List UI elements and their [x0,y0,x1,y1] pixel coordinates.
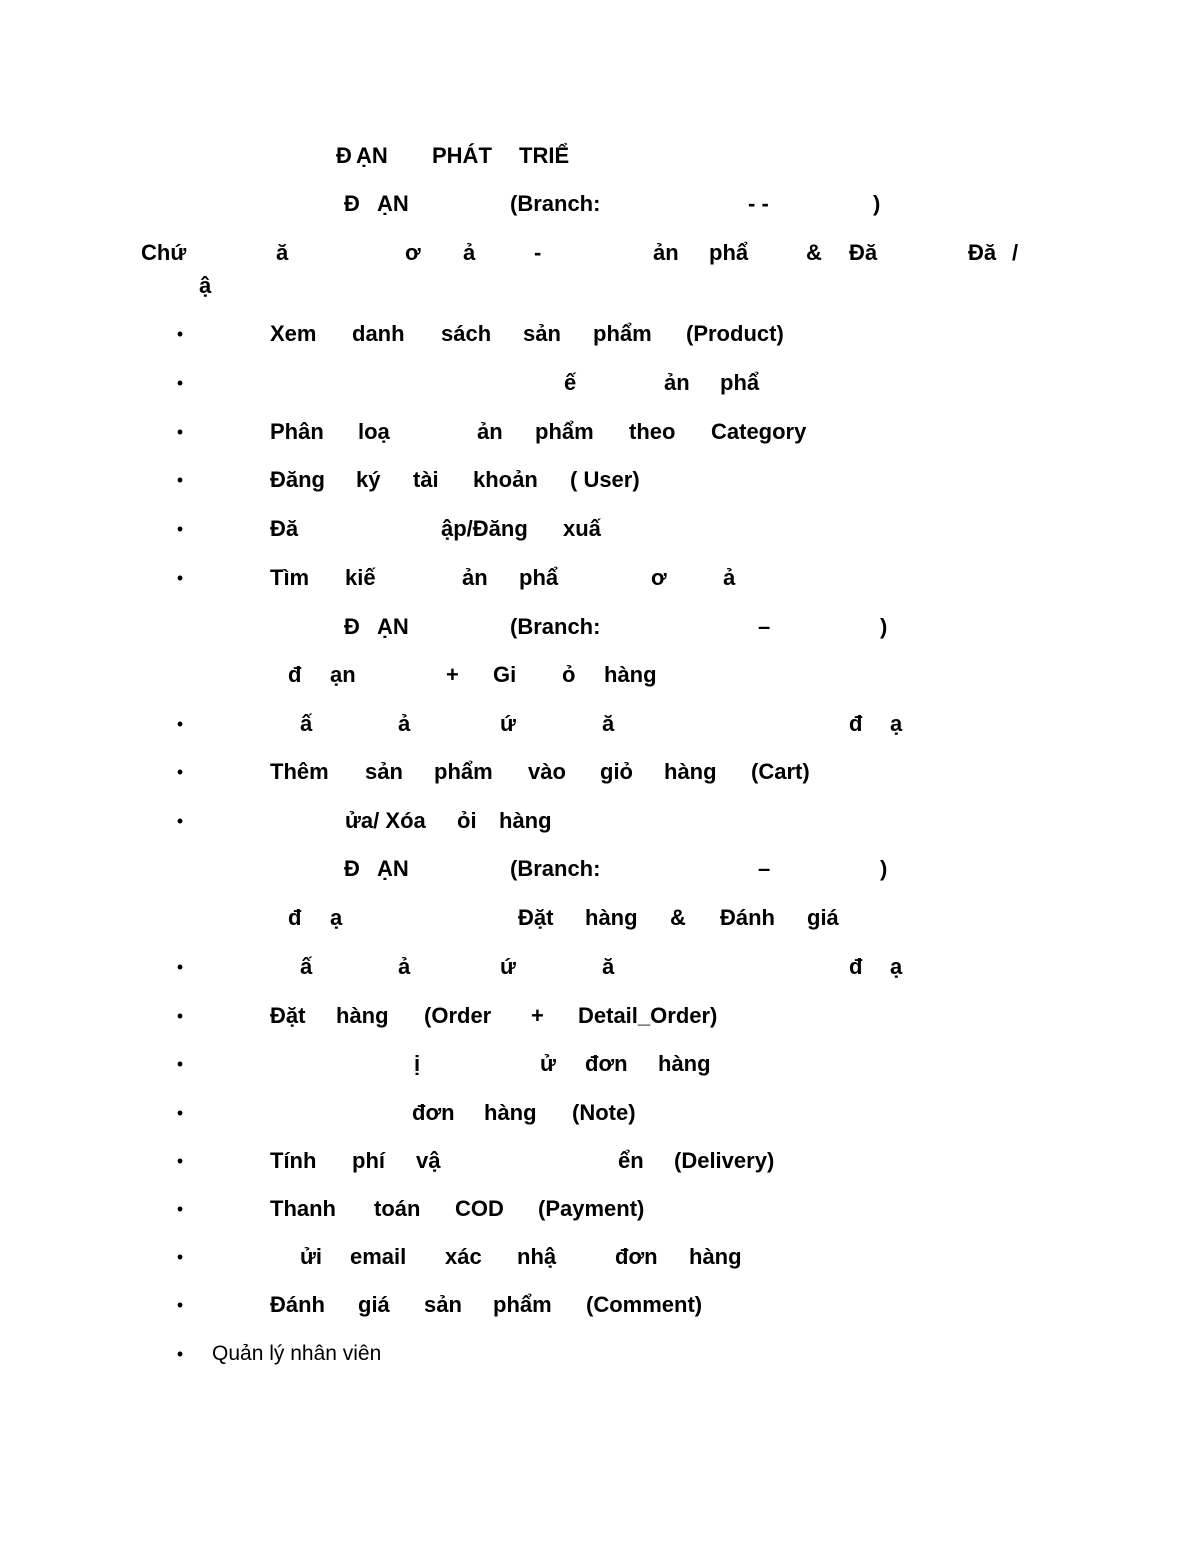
text-fragment: - - [748,191,769,216]
bullet-icon: • [176,1247,184,1267]
text-fragment: vậ [416,1148,441,1173]
list-item [0,511,1200,547]
text-fragment: phẩm [593,321,652,346]
text-fragment: Tính [270,1148,317,1173]
text-fragment: đ [288,662,302,687]
text-fragment: ă [276,240,289,265]
bullet-icon: • [176,762,184,782]
text-fragment: ẠN [377,191,409,216]
text-fragment: đ [288,905,302,930]
text-fragment: khoản [473,467,538,492]
text-fragment: ử [540,1051,556,1076]
text-fragment: hàng [689,1244,742,1269]
text-fragment: ửa/ Xóa [345,808,426,833]
text-fragment: ( User) [570,467,640,492]
text-fragment: – [758,856,771,881]
text-fragment: ẠN [377,856,409,881]
text-fragment: ả [463,240,476,265]
text-fragment: + [531,1003,544,1028]
text-fragment: hàng [336,1003,389,1028]
text-fragment: phẩm [535,419,594,444]
text-fragment: Phân [270,419,324,444]
bullet-icon: • [176,957,184,977]
text-fragment: phẩ [709,240,749,265]
list-item [0,1143,1200,1179]
text-fragment: ơ [651,565,667,590]
text-fragment: ạ [890,954,903,979]
paragraph-line [0,235,1200,271]
paragraph-line [0,268,1200,304]
list-item [0,365,1200,401]
text-fragment: ấ [300,954,313,979]
text-fragment: hàng [484,1100,537,1125]
bullet-icon: • [176,519,184,539]
list-item [0,1095,1200,1131]
text-fragment: ă [602,711,615,736]
text-fragment: Đ [344,614,360,639]
text-fragment: ạ [330,905,343,930]
bullet-icon: • [176,1295,184,1315]
text-fragment: ển [618,1148,644,1173]
text-fragment: ản [477,419,503,444]
text-fragment: Thêm [270,759,329,784]
list-item [0,998,1200,1034]
text-fragment: ạn [330,662,356,687]
text-fragment: ập/Đăng [441,516,528,541]
text-fragment: loạ [358,419,390,444]
text-fragment: Đặt [518,905,554,930]
text-fragment: PHÁT [432,143,492,168]
bullet-icon: • [176,1199,184,1219]
list-item [0,949,1200,985]
text-fragment: danh [352,321,405,346]
text-fragment: ế [564,370,577,395]
text-fragment: (Delivery) [674,1148,775,1173]
text-fragment: (Payment) [538,1196,645,1221]
text-fragment: ă [602,954,615,979]
text-fragment: hàng [585,905,638,930]
text-fragment: – [758,614,771,639]
text-fragment: theo [629,419,676,444]
text-fragment: phí [352,1148,385,1173]
bullet-icon: • [176,714,184,734]
text-fragment: ản [653,240,679,265]
text-fragment: kiế [345,565,376,590]
text-fragment: ửi [300,1244,323,1269]
list-item [0,803,1200,839]
bullet-icon: • [176,373,184,393]
text-fragment: đ [849,954,863,979]
text-fragment: Gi [493,662,517,687]
text-fragment: phẩ [519,565,559,590]
text-fragment: phẩm [434,759,493,784]
text-fragment: ơ [405,240,421,265]
text-fragment: nhậ [517,1244,557,1269]
list-item [0,1336,1200,1372]
text-fragment: hàng [499,808,552,833]
text-fragment: ấ [300,711,313,736]
text-fragment: Đ [344,856,360,881]
text-fragment: giỏ [600,759,633,784]
text-fragment: Đặt [270,1003,306,1028]
text-fragment: đơn [412,1100,455,1125]
section-heading [0,657,1200,693]
text-fragment: (Branch: [510,191,601,216]
section-heading [0,609,1200,645]
text-fragment: ) [880,856,888,881]
section-heading [0,900,1200,936]
bullet-icon: • [176,1103,184,1123]
text-fragment: ký [356,467,381,492]
text-fragment: giá [807,905,839,930]
text-fragment: vào [528,759,566,784]
text-fragment: (Branch: [510,856,601,881]
text-fragment: sách [441,321,492,346]
list-item [0,462,1200,498]
text-fragment: đơn [615,1244,658,1269]
text-fragment: Detail_Order) [578,1003,718,1028]
text-fragment: ỏ [562,662,576,687]
text-fragment: ẠN [377,614,409,639]
section-heading [0,186,1200,222]
bullet-icon: • [176,568,184,588]
text-fragment: Đ [336,143,352,168]
bullet-icon: • [176,1054,184,1074]
text-fragment: COD [455,1196,504,1221]
text-fragment: / [1012,240,1019,265]
text-fragment: sản [365,759,403,784]
section-heading [0,851,1200,887]
text-fragment: + [446,662,459,687]
bullet-icon: • [176,470,184,490]
text-fragment: ản [664,370,690,395]
bullet-icon: • [176,1344,184,1364]
list-item [0,1191,1200,1227]
text-fragment: (Branch: [510,614,601,639]
text-fragment: ) [880,614,888,639]
text-fragment: ả [398,711,411,736]
list-item [0,1287,1200,1323]
text-fragment: giá [358,1292,390,1317]
text-fragment: (Comment) [586,1292,703,1317]
text-fragment: Tìm [270,565,310,590]
text-fragment: Xem [270,321,317,346]
text-fragment: toán [374,1196,421,1221]
list-item [0,316,1200,352]
list-item [0,706,1200,742]
text-fragment: Đă [270,516,299,541]
bullet-icon: • [176,1006,184,1026]
text-fragment: Category [711,419,807,444]
section-heading [0,138,1200,174]
text-fragment: email [350,1244,407,1269]
text-fragment: Chứ [141,240,187,265]
bullet-icon: • [176,324,184,344]
text-fragment: phẩm [493,1292,552,1317]
text-fragment: Đ [344,191,360,216]
text-fragment: hàng [658,1051,711,1076]
text-fragment: đ [849,711,863,736]
text-fragment: ứ [500,954,516,979]
bullet-icon: • [176,422,184,442]
text-fragment: hàng [604,662,657,687]
text-fragment: Đă [968,240,997,265]
text-fragment: ạ [890,711,903,736]
text-fragment: hàng [664,759,717,784]
text-fragment: Thanh [270,1196,336,1221]
text-fragment: sản [523,321,561,346]
text-fragment: Đă [849,240,878,265]
list-item [0,754,1200,790]
text-fragment: & [670,905,686,930]
text-fragment: & [806,240,822,265]
bullet-icon: • [176,811,184,831]
text-fragment: (Cart) [751,759,810,784]
list-item [0,560,1200,596]
text-fragment: ứ [500,711,516,736]
text-fragment: (Order [424,1003,492,1028]
text-fragment: - [534,240,542,265]
text-fragment: TRIỂ [519,143,570,168]
text-fragment: Đăng [270,467,325,492]
text-fragment: Quản lý nhân viên [212,1342,382,1365]
bullet-icon: • [176,1151,184,1171]
text-fragment: phẩ [720,370,760,395]
text-fragment: đơn [585,1051,628,1076]
text-fragment: (Note) [572,1100,636,1125]
text-fragment: ị [414,1051,421,1076]
text-fragment: (Product) [686,321,784,346]
text-fragment: Đánh [720,905,775,930]
text-fragment: xác [445,1244,482,1269]
list-item [0,414,1200,450]
text-fragment: ẠN [356,143,388,168]
text-fragment: xuấ [563,516,601,541]
text-fragment: ả [398,954,411,979]
text-fragment: ) [873,191,881,216]
text-fragment: ả [723,565,736,590]
text-fragment: ỏi [457,808,477,833]
text-fragment: ản [462,565,488,590]
list-item [0,1046,1200,1082]
text-fragment: tài [413,467,439,492]
text-fragment: Đánh [270,1292,325,1317]
text-fragment: sản [424,1292,462,1317]
text-fragment: ậ [199,273,212,298]
list-item [0,1239,1200,1275]
